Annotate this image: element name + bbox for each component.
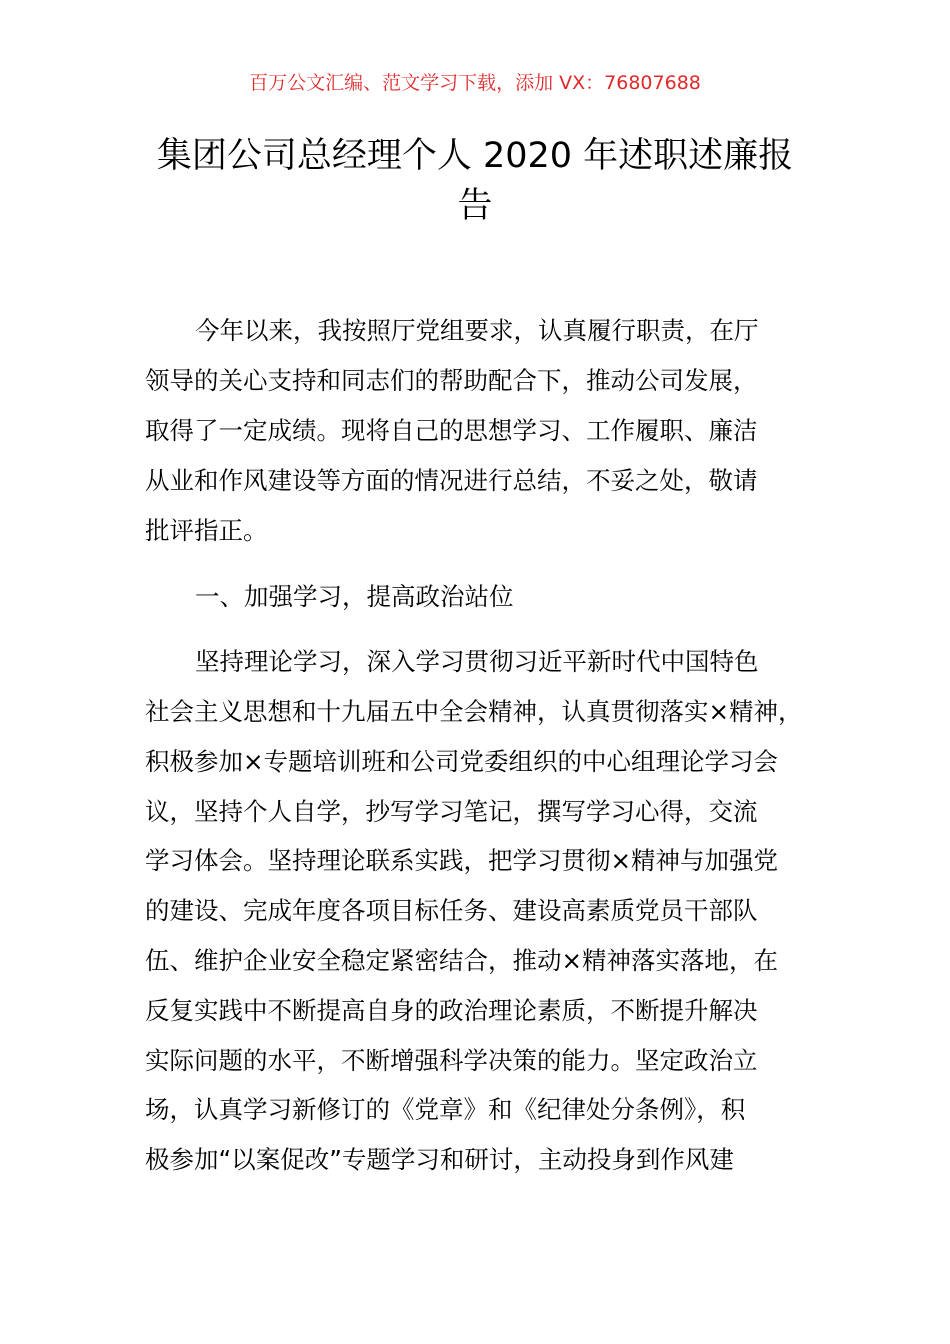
text-line: 坚持理论学习，深入学习贯彻习近平新时代中国特色	[195, 647, 759, 676]
document-title-line-1: 集团公司总经理个人 2020 年述职述廉报	[156, 136, 794, 176]
text-line: 伍、维护企业安全稳定紧密结合，推动×精神落实落地，在	[145, 946, 779, 975]
section-heading: 一、加强学习，提高政治站位	[195, 582, 514, 611]
text-line: 议，坚持个人自学，抄写学习笔记，撰写学习心得，交流	[145, 797, 758, 826]
text-line: 的建设、完成年度各项目标任务、建设高素质党员干部队	[145, 896, 758, 925]
text-line: 场，认真学习新修订的《党章》和《纪律处分条例》，积	[145, 1095, 746, 1124]
header-note: 百万公文汇编、范文学习下载，添加 VX：76807688	[249, 72, 701, 94]
text-line: 今年以来，我按照厅党组要求，认真履行职责，在厅	[195, 316, 759, 345]
text-line: 反复实践中不断提高自身的政治理论素质，不断提升解决	[145, 996, 758, 1025]
text-line: 批评指正。	[145, 516, 268, 545]
text-line: 领导的关心支持和同志们的帮助配合下，推动公司发展，	[145, 366, 758, 395]
text-line: 取得了一定成绩。现将自己的思想学习、工作履职、廉洁	[145, 416, 758, 445]
text-line: 学习体会。坚持理论联系实践，把学习贯彻×精神与加强党	[145, 846, 779, 875]
text-line: 社会主义思想和十九届五中全会精神，认真贯彻落实×精神，	[145, 697, 803, 726]
text-line: 极参加“以案促改”专题学习和研讨，主动投身到作风建	[145, 1145, 734, 1174]
text-line: 实际问题的水平，不断增强科学决策的能力。坚定政治立	[145, 1046, 758, 1075]
text-line: 积极参加×专题培训班和公司党委组织的中心组理论学习会	[145, 747, 779, 776]
text-line: 从业和作风建设等方面的情况进行总结，不妥之处，敬请	[145, 466, 758, 495]
document-title-line-2: 告	[457, 186, 493, 226]
